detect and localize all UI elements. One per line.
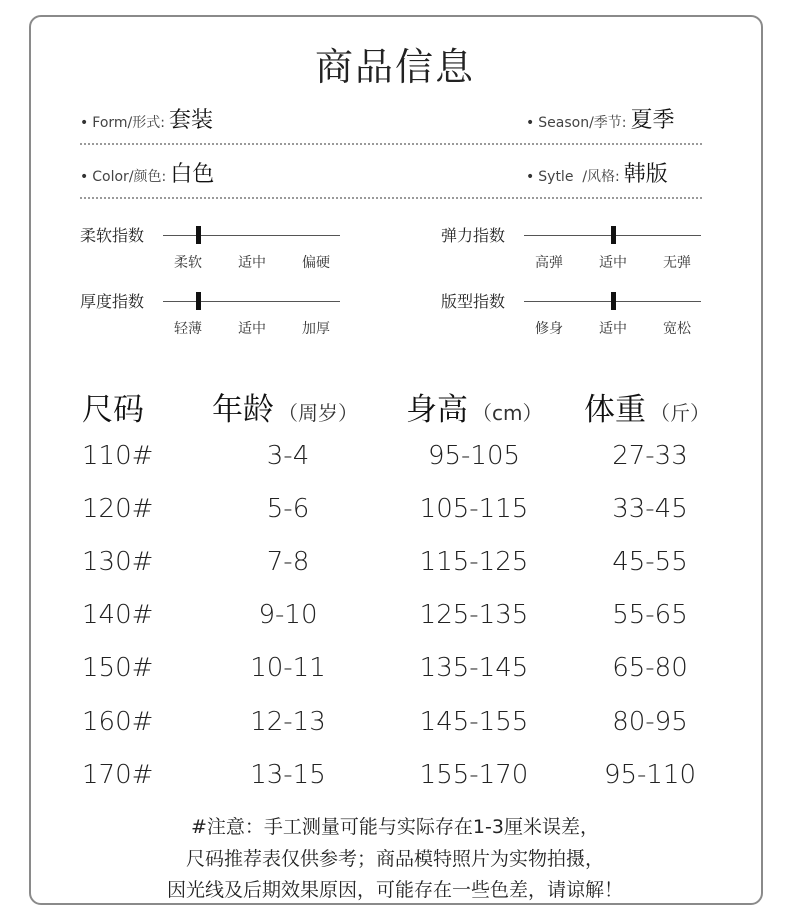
index-option: 适中	[599, 321, 627, 337]
index-track	[163, 301, 340, 302]
index-option: 修身	[535, 321, 563, 337]
color-key: Color/颜色:	[92, 169, 167, 185]
table-cell: 95-105	[427, 441, 521, 471]
table-cell: 160#	[82, 707, 154, 737]
elasticity-index	[441, 223, 703, 273]
table-cell: 80-95	[612, 707, 688, 737]
season-value: 夏季	[630, 108, 675, 133]
index-option: 宽松	[663, 321, 691, 337]
note-line: #注意：手工测量可能与实际存在1-3厘米误差，	[191, 816, 599, 838]
index-marker	[611, 292, 616, 310]
softness-index	[80, 223, 342, 273]
table-cell: 115-125	[419, 547, 529, 577]
info-row-color-style	[80, 162, 702, 192]
color-value: 白色	[170, 162, 215, 187]
form-info	[80, 103, 213, 134]
table-cell: 55-65	[612, 600, 688, 630]
index-option: 适中	[238, 321, 266, 337]
color-info	[80, 157, 214, 188]
column-header-age	[212, 384, 358, 429]
index-marker	[196, 292, 201, 310]
thickness-index	[80, 289, 342, 339]
header-main: 体重	[584, 392, 646, 428]
index-option: 轻薄	[174, 321, 202, 337]
style-value: 韩版	[623, 162, 668, 187]
column-header-size	[82, 384, 148, 429]
header-main: 尺码	[82, 392, 144, 428]
index-label: 版型指数	[441, 292, 506, 311]
index-option: 适中	[599, 255, 627, 271]
info-row-form-season	[80, 108, 702, 138]
header-main: 身高	[406, 392, 468, 428]
bullet-icon: •	[526, 115, 535, 131]
table-cell: 135-145	[419, 653, 529, 683]
table-cell: 155-170	[419, 760, 529, 790]
form-value: 套装	[168, 108, 213, 133]
index-option: 无弹	[663, 255, 691, 271]
header-unit: （cm）	[472, 401, 543, 425]
note-line: 因光线及后期效果原因，可能存在一些色差，请谅解！	[166, 879, 623, 901]
bullet-icon: •	[526, 169, 535, 185]
season-info	[526, 103, 675, 134]
table-cell: 110#	[82, 441, 154, 471]
divider	[80, 143, 702, 145]
table-cell: 12-13	[250, 707, 326, 737]
bullet-icon: •	[80, 169, 89, 185]
season-key: Season/季节:	[538, 115, 627, 131]
table-cell: 170#	[82, 760, 154, 790]
index-option: 偏硬	[302, 255, 330, 271]
form-key: Form/形式:	[92, 115, 165, 131]
column-header-weight	[584, 384, 710, 429]
page-title: 商品信息	[314, 45, 475, 89]
table-cell: 95-110	[603, 760, 697, 790]
index-option: 高弹	[535, 255, 563, 271]
table-cell: 150#	[82, 653, 154, 683]
index-label: 厚度指数	[80, 292, 145, 311]
bullet-icon: •	[80, 115, 89, 131]
index-marker	[196, 226, 201, 244]
table-cell: 45-55	[612, 547, 688, 577]
index-option: 柔软	[174, 255, 202, 271]
table-cell: 27-33	[612, 441, 688, 471]
table-cell: 3-4	[266, 441, 310, 471]
index-option: 加厚	[302, 321, 330, 337]
index-option: 适中	[238, 255, 266, 271]
table-cell: 5-6	[266, 494, 310, 524]
table-cell: 13-15	[250, 760, 326, 790]
table-cell: 65-80	[612, 653, 688, 683]
table-cell: 120#	[82, 494, 154, 524]
index-label: 柔软指数	[80, 226, 145, 245]
index-track	[163, 235, 340, 236]
table-cell: 105-115	[419, 494, 529, 524]
table-cell: 7-8	[266, 547, 310, 577]
fit-index	[441, 289, 703, 339]
index-label: 弹力指数	[441, 226, 506, 245]
header-main: 年龄	[212, 392, 274, 428]
index-marker	[611, 226, 616, 244]
style-key: Sytle /风格:	[538, 169, 620, 185]
table-cell: 125-135	[419, 600, 529, 630]
table-cell: 145-155	[419, 707, 529, 737]
table-cell: 10-11	[250, 653, 326, 683]
header-unit: （斤）	[650, 401, 710, 425]
table-cell: 140#	[82, 600, 154, 630]
style-info	[526, 157, 668, 188]
divider	[80, 197, 702, 199]
table-cell: 130#	[82, 547, 154, 577]
header-unit: （周岁）	[278, 401, 358, 425]
note-line: 尺码推荐表仅供参考；商品模特照片为实物拍摄，	[185, 848, 604, 870]
column-header-height	[406, 384, 542, 429]
table-cell: 33-45	[612, 494, 688, 524]
table-cell: 9-10	[258, 600, 318, 630]
